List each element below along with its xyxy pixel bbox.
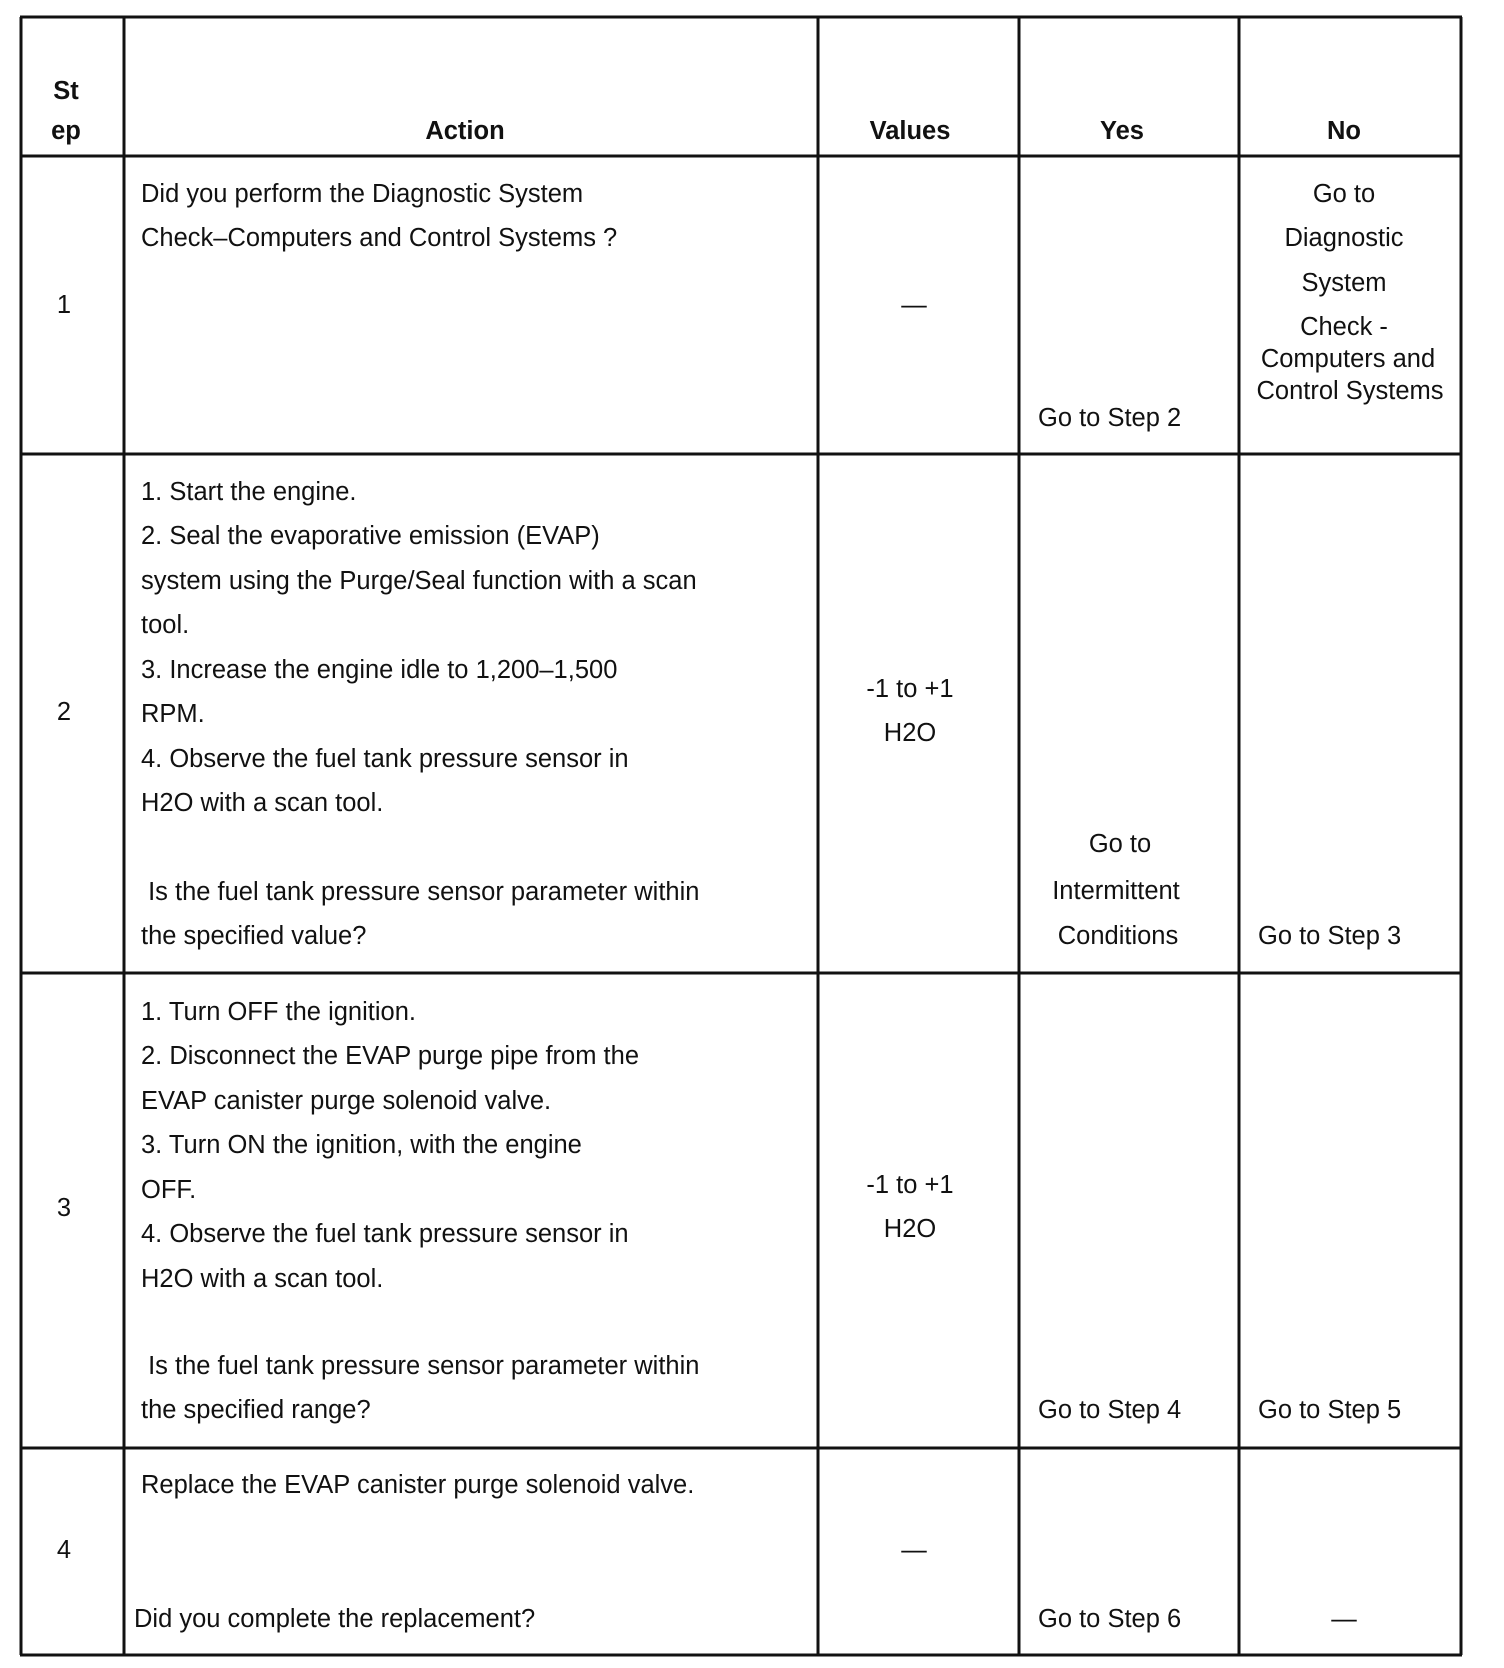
action-line: 4. Observe the fuel tank pressure sensor in bbox=[141, 1220, 629, 1248]
yes-text: Go to Step 6 bbox=[1038, 1605, 1182, 1633]
action-line: the specified range? bbox=[141, 1396, 371, 1424]
action-line: 1. Turn OFF the ignition. bbox=[141, 998, 416, 1026]
action-line: Replace the EVAP canister purge solenoid valve. bbox=[141, 1471, 695, 1499]
action-line: Check–Computers and Control Systems ? bbox=[141, 224, 618, 252]
action-line: Is the fuel tank pressure sensor parameter within bbox=[141, 878, 700, 906]
action-line: tool. bbox=[141, 611, 190, 639]
action-line: 2. Disconnect the EVAP purge pipe from the bbox=[141, 1042, 640, 1070]
action-line: Did you complete the replacement? bbox=[134, 1605, 536, 1633]
no-text-line: Computers and bbox=[1260, 345, 1436, 373]
header-yes: Yes bbox=[1100, 117, 1144, 145]
values-text: — bbox=[901, 291, 927, 319]
values-line: H2O bbox=[883, 1215, 937, 1243]
header-step-line1: St bbox=[53, 77, 79, 105]
yes-line: Intermittent bbox=[1052, 877, 1180, 905]
yes-line: Go to bbox=[1088, 830, 1152, 858]
no-text-line: System bbox=[1301, 269, 1387, 297]
action-line: Did you perform the Diagnostic System bbox=[141, 180, 584, 208]
step-number: 1 bbox=[56, 291, 72, 319]
no-text-line: Diagnostic bbox=[1284, 224, 1404, 252]
action-line: 3. Turn ON the ignition, with the engine bbox=[141, 1131, 582, 1159]
yes-text: Go to Step 2 bbox=[1038, 404, 1182, 432]
step-number: 2 bbox=[56, 698, 72, 726]
action-line: H2O with a scan tool. bbox=[141, 1265, 384, 1293]
action-line: RPM. bbox=[141, 700, 205, 728]
action-line: H2O with a scan tool. bbox=[141, 789, 384, 817]
action-line: 3. Increase the engine idle to 1,200–1,500 bbox=[141, 656, 618, 684]
action-line: system using the Purge/Seal function with a scan bbox=[141, 567, 697, 595]
action-line: 4. Observe the fuel tank pressure sensor in bbox=[141, 745, 629, 773]
values-line: H2O bbox=[883, 719, 937, 747]
action-line: Is the fuel tank pressure sensor parameter within bbox=[141, 1352, 700, 1380]
action-line: the specified value? bbox=[141, 922, 367, 950]
yes-line: Conditions bbox=[1057, 922, 1179, 950]
no-text: — bbox=[1331, 1605, 1357, 1633]
header-action: Action bbox=[425, 117, 505, 145]
values-text: — bbox=[901, 1536, 927, 1564]
yes-text: Go to Step 4 bbox=[1038, 1396, 1182, 1424]
values-line: -1 to +1 bbox=[866, 1171, 954, 1199]
no-text-line: Check - bbox=[1300, 313, 1388, 341]
action-line: 2. Seal the evaporative emission (EVAP) bbox=[141, 522, 600, 550]
no-text-line: Go to bbox=[1312, 180, 1376, 208]
no-text-line: Control Systems bbox=[1256, 377, 1444, 405]
header-step-line2: ep bbox=[51, 117, 81, 145]
values-line: -1 to +1 bbox=[866, 675, 954, 703]
action-line: EVAP canister purge solenoid valve. bbox=[141, 1087, 552, 1115]
no-text: Go to Step 3 bbox=[1258, 922, 1402, 950]
action-line: OFF. bbox=[141, 1176, 197, 1204]
no-text: Go to Step 5 bbox=[1258, 1396, 1402, 1424]
header-no: No bbox=[1327, 117, 1361, 145]
header-values: Values bbox=[869, 117, 951, 145]
action-line: 1. Start the engine. bbox=[141, 478, 357, 506]
step-number: 4 bbox=[56, 1536, 72, 1564]
step-number: 3 bbox=[56, 1194, 72, 1222]
